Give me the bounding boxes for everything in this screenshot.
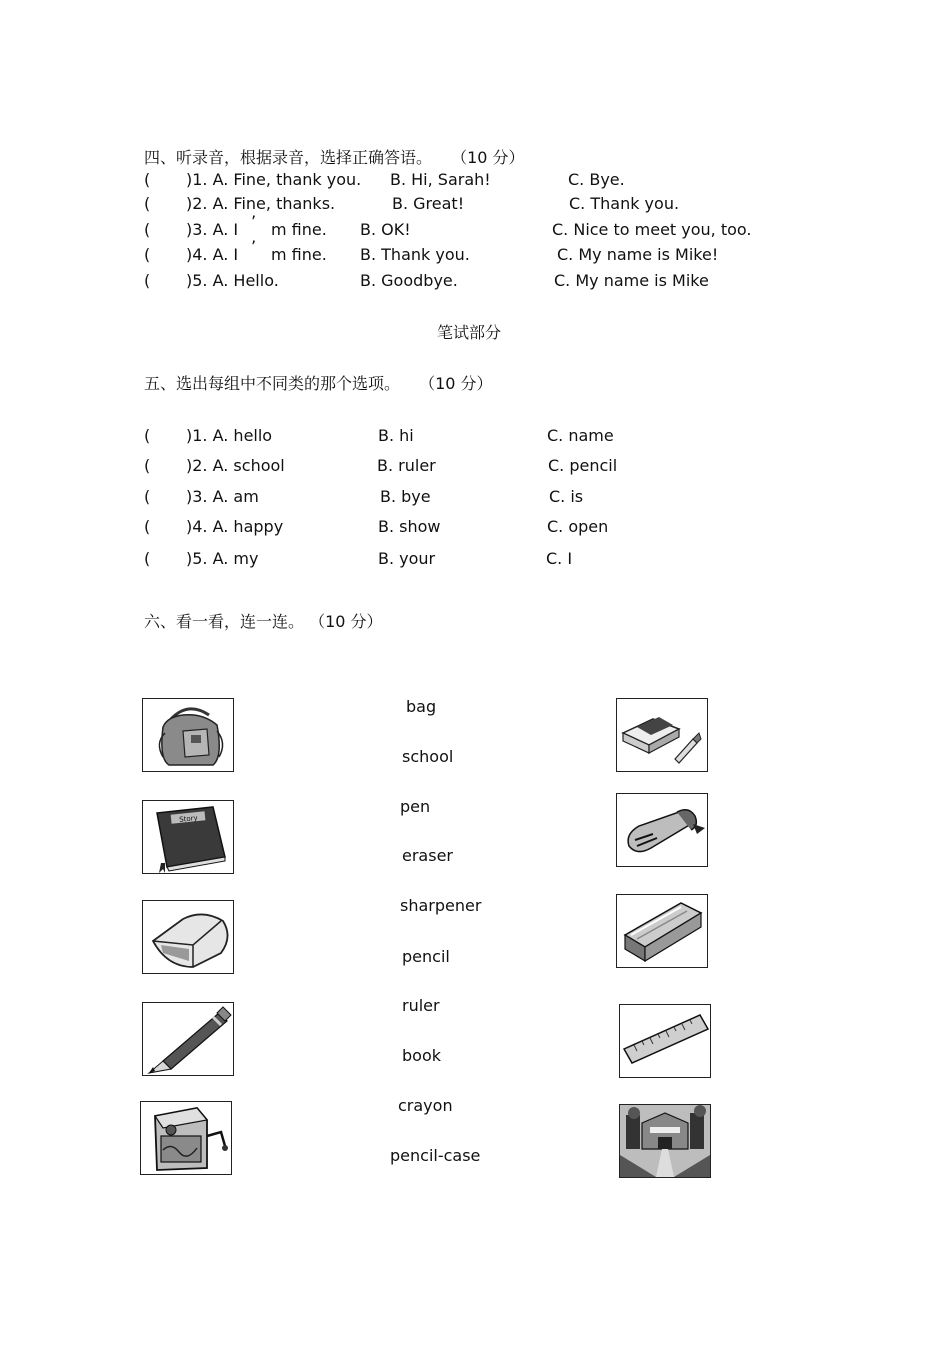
pen-image[interactable] [616,793,708,867]
s5-q4-paren: ( [144,517,151,536]
s4-q2-option-b: B. Great! [392,194,465,213]
s4-q4-option-b: B. Thank you. [360,245,470,264]
s5-q3-option-a: )3. A. am [186,487,259,506]
s5-q4-option-b: B. show [378,517,441,536]
pencil-image[interactable] [142,1002,234,1076]
s4-q3-option-b: B. OK! [360,220,411,239]
s4-q4-option-a-end: m fine. [271,245,327,264]
s5-q2-option-c: C. pencil [548,456,618,475]
section4-heading [144,145,525,168]
backpack-image[interactable] [142,698,234,772]
match-word-book[interactable]: book [402,1046,441,1065]
s4-q4-paren: ( [144,245,151,264]
match-word-ruler[interactable]: ruler [402,996,440,1015]
s4-q1-option-b: B. Hi, Sarah! [390,170,491,189]
crayon-box-image[interactable] [616,698,708,772]
section5-score: （10 分） [419,374,493,393]
s5-q1-option-c: C. name [547,426,614,445]
s5-q4-option-a: )4. A. happy [186,517,284,536]
school-image[interactable] [619,1104,711,1178]
s5-q5-paren: ( [144,549,151,568]
match-word-eraser[interactable]: eraser [402,846,453,865]
s5-q4-option-c: C. open [547,517,609,536]
s4-q4-option-c: C. My name is Mike! [557,245,719,264]
match-word-crayon[interactable]: crayon [398,1096,453,1115]
s4-q2-option-a: )2. A. Fine, thanks. [186,194,336,213]
s4-q3-apostrophe: ’ [251,212,257,231]
written-part-heading: 笔试部分 [437,323,502,342]
s5-q3-option-c: C. is [549,487,584,506]
s4-q4-option-a-start: )4. A. I [186,245,239,264]
s5-q5-option-a: )5. A. my [186,549,259,568]
section6-title: 六、看一看，连一连。 [144,612,305,631]
match-word-pencil-case[interactable]: pencil-case [390,1146,481,1165]
pencil-sharpener-image[interactable] [140,1101,232,1175]
s5-q2-paren: ( [144,456,151,475]
section4-title: 四、听录音，根据录音，选择正确答语。 [144,148,433,167]
s4-q5-paren: ( [144,271,151,290]
section6-score: （10 分） [309,612,383,631]
s4-q4-apostrophe: ’ [251,237,257,256]
section6-heading [144,609,383,632]
s4-q1-option-a: )1. A. Fine, thank you. [186,170,362,189]
s4-q5-option-a: )5. A. Hello. [186,271,279,290]
s5-q1-option-a: )1. A. hello [186,426,273,445]
match-word-school[interactable]: school [402,747,454,766]
s4-q2-option-c: C. Thank you. [569,194,680,213]
match-word-sharpener[interactable]: sharpener [400,896,482,915]
s4-q5-option-c: C. My name is Mike [554,271,709,290]
pencil-case-image[interactable] [616,894,708,968]
s4-q3-paren: ( [144,220,151,239]
s4-q1-option-c: C. Bye. [568,170,625,189]
s5-q5-option-c: C. I [546,549,573,568]
section4-score: （10 分） [451,148,525,167]
s4-q2-paren: ( [144,194,151,213]
s4-q3-option-a-end: m fine. [271,220,327,239]
s4-q5-option-b: B. Goodbye. [360,271,458,290]
s5-q3-paren: ( [144,487,151,506]
s5-q2-option-a: )2. A. school [186,456,285,475]
s5-q3-option-b: B. bye [380,487,431,506]
storybook-cover-label: Story [178,814,199,824]
s5-q2-option-b: B. ruler [377,456,436,475]
section5-heading [144,371,493,394]
section5-title: 五、选出每组中不同类的那个选项。 [144,374,401,393]
s4-q3-option-c: C. Nice to meet you, too. [552,220,752,239]
eraser-image[interactable] [142,900,234,974]
match-word-pen[interactable]: pen [400,797,431,816]
match-word-pencil[interactable]: pencil [402,947,450,966]
s5-q5-option-b: B. your [378,549,436,568]
storybook-image[interactable] [142,800,234,874]
s5-q1-paren: ( [144,426,151,445]
s4-q3-option-a-start: )3. A. I [186,220,239,239]
match-word-bag[interactable]: bag [406,697,437,716]
ruler-image[interactable] [619,1004,711,1078]
s5-q1-option-b: B. hi [378,426,414,445]
s4-q1-paren: ( [144,170,151,189]
